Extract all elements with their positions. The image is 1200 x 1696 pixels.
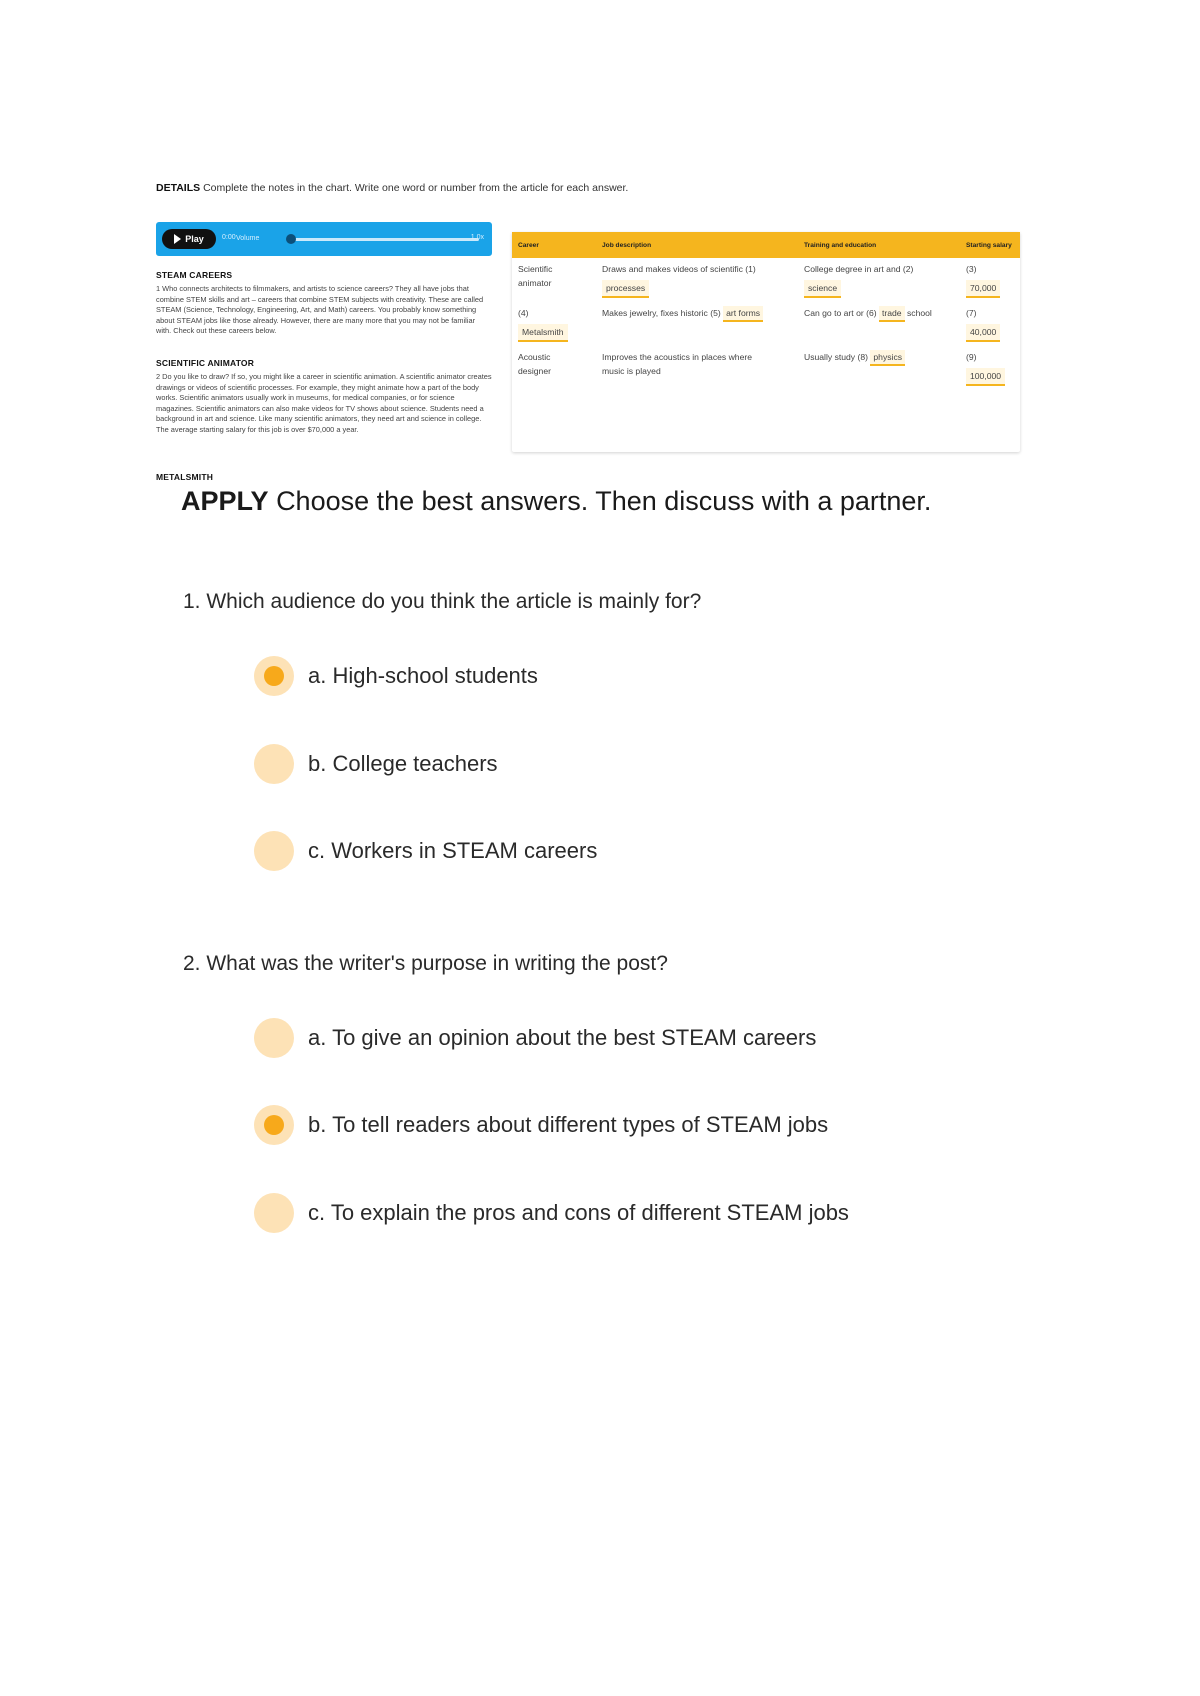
article-heading-metalsmith: METALSMITH <box>156 472 214 482</box>
answer-blank-8[interactable]: physics <box>870 350 905 366</box>
description-text: Makes jewelry, fixes historic (5) <box>602 308 721 318</box>
q1-option-a[interactable] <box>254 656 538 696</box>
article-paragraph-2: 2 Do you like to draw? If so, you might like a career in scientific animation. A scientific animator creates drawings or videos of scientific processes. For example, they might animate how a part of the body works. Scientific animators usually work in museums, for medical companies, or for science magazines. Scientific animators can also make videos for TV shows about science. Students need a background in art and science. Like many scientific animators, they need art and science in college. The average starting salary for this job is over $70,000 a year. <box>156 372 492 434</box>
audio-progress-track[interactable] <box>291 238 479 241</box>
answer-blank-9[interactable]: 100,000 <box>966 368 1005 386</box>
header-career: Career <box>512 232 596 258</box>
article-heading-scientific-animator: SCIENTIFIC ANIMATOR <box>156 358 255 368</box>
training-text: Can go to art or (6) <box>804 308 877 318</box>
header-job-description: Job description <box>596 232 798 258</box>
details-instruction <box>156 182 628 194</box>
career-cell-line2: designer <box>518 366 551 376</box>
q1-option-b[interactable] <box>254 744 498 784</box>
salary-cell: (3) <box>966 264 977 274</box>
answer-blank-1[interactable]: processes <box>602 280 649 298</box>
table-row <box>512 346 1020 390</box>
article-paragraph-1: 1 Who connects architects to filmmakers, and artists to science careers? They all have jobs that combine STEM skills and art – careers that combine STEM subjects with creativity. These are called STEAM (Science, Technology, Engineering, Art, and Math) careers. You probably know something about STEAM jobs like those already. However, there are many more that you may not be familiar with. Check out these careers below. <box>156 284 484 335</box>
header-training: Training and education <box>798 232 960 258</box>
training-text: Usually study (8) <box>804 352 868 362</box>
radio-selected-icon[interactable] <box>254 1105 294 1145</box>
radio-icon[interactable] <box>254 744 294 784</box>
audio-player[interactable] <box>156 222 492 256</box>
radio-icon[interactable] <box>254 1193 294 1233</box>
table-row <box>512 302 1020 346</box>
option-label: b. To tell readers about different types of STEAM jobs <box>308 1112 829 1137</box>
answer-blank-2[interactable]: science <box>804 280 841 298</box>
notes-header-row <box>512 232 1020 258</box>
description-cell: Draws and makes videos of scientific (1) <box>602 264 756 274</box>
apply-text: Choose the best answers. Then discuss with a partner. <box>276 486 932 516</box>
details-text: Complete the notes in the chart. Write one word or number from the article for each answer. <box>203 182 629 194</box>
option-label: a. High-school students <box>308 663 538 688</box>
description-cell: Improves the acoustics in places where <box>602 352 752 362</box>
answer-blank-6[interactable]: trade <box>879 306 905 322</box>
details-label: DETAILS <box>156 182 201 194</box>
training-cell: College degree in art and (2) <box>804 264 914 274</box>
description-cell <box>602 306 792 322</box>
question-2: 2. What was the writer's purpose in writing the post? <box>183 952 668 975</box>
play-label: Play <box>185 234 204 244</box>
radio-icon[interactable] <box>254 831 294 871</box>
answer-blank-4[interactable]: Metalsmith <box>518 324 568 342</box>
career-cell: Scientific <box>518 264 553 274</box>
q1-option-c[interactable] <box>254 831 597 871</box>
q2-option-b[interactable] <box>254 1105 828 1145</box>
notes-chart <box>512 232 1020 452</box>
training-tail: school <box>906 308 932 318</box>
article-heading-steam-careers: STEAM CAREERS <box>156 270 233 280</box>
career-cell: (4) <box>518 308 529 318</box>
volume-label[interactable]: Volume <box>236 235 260 242</box>
radio-selected-icon[interactable] <box>254 656 294 696</box>
answer-blank-3[interactable]: 70,000 <box>966 280 1000 298</box>
career-cell: Acoustic <box>518 352 551 362</box>
q2-option-a[interactable] <box>254 1018 816 1058</box>
option-label: c. Workers in STEAM careers <box>308 838 598 863</box>
training-cell <box>804 306 954 322</box>
notes-table <box>512 232 1020 390</box>
option-label: a. To give an opinion about the best STEAM careers <box>308 1025 817 1050</box>
question-1: 1. Which audience do you think the article is mainly for? <box>183 590 702 613</box>
training-cell <box>804 350 954 366</box>
salary-cell: (7) <box>966 308 977 318</box>
apply-label: APPLY <box>181 486 269 516</box>
table-row <box>512 258 1020 302</box>
audio-progress-knob[interactable] <box>286 234 296 244</box>
career-cell-line2: animator <box>518 278 552 288</box>
description-cell-line2: music is played <box>602 366 661 376</box>
time-readout: 0:00 <box>222 234 236 241</box>
play-button[interactable] <box>162 229 216 249</box>
speed-control[interactable]: 1.0x <box>470 234 484 241</box>
radio-icon[interactable] <box>254 1018 294 1058</box>
option-label: c. To explain the pros and cons of different STEAM jobs <box>308 1200 849 1225</box>
salary-cell: (9) <box>966 352 977 362</box>
article-panel <box>156 222 492 482</box>
apply-instruction <box>181 486 931 517</box>
answer-blank-7[interactable]: 40,000 <box>966 324 1000 342</box>
q2-option-c[interactable] <box>254 1193 849 1233</box>
play-icon <box>174 234 181 244</box>
answer-blank-5[interactable]: art forms <box>723 306 763 322</box>
header-starting-salary: Starting salary <box>960 232 1020 258</box>
option-label: b. College teachers <box>308 751 498 776</box>
